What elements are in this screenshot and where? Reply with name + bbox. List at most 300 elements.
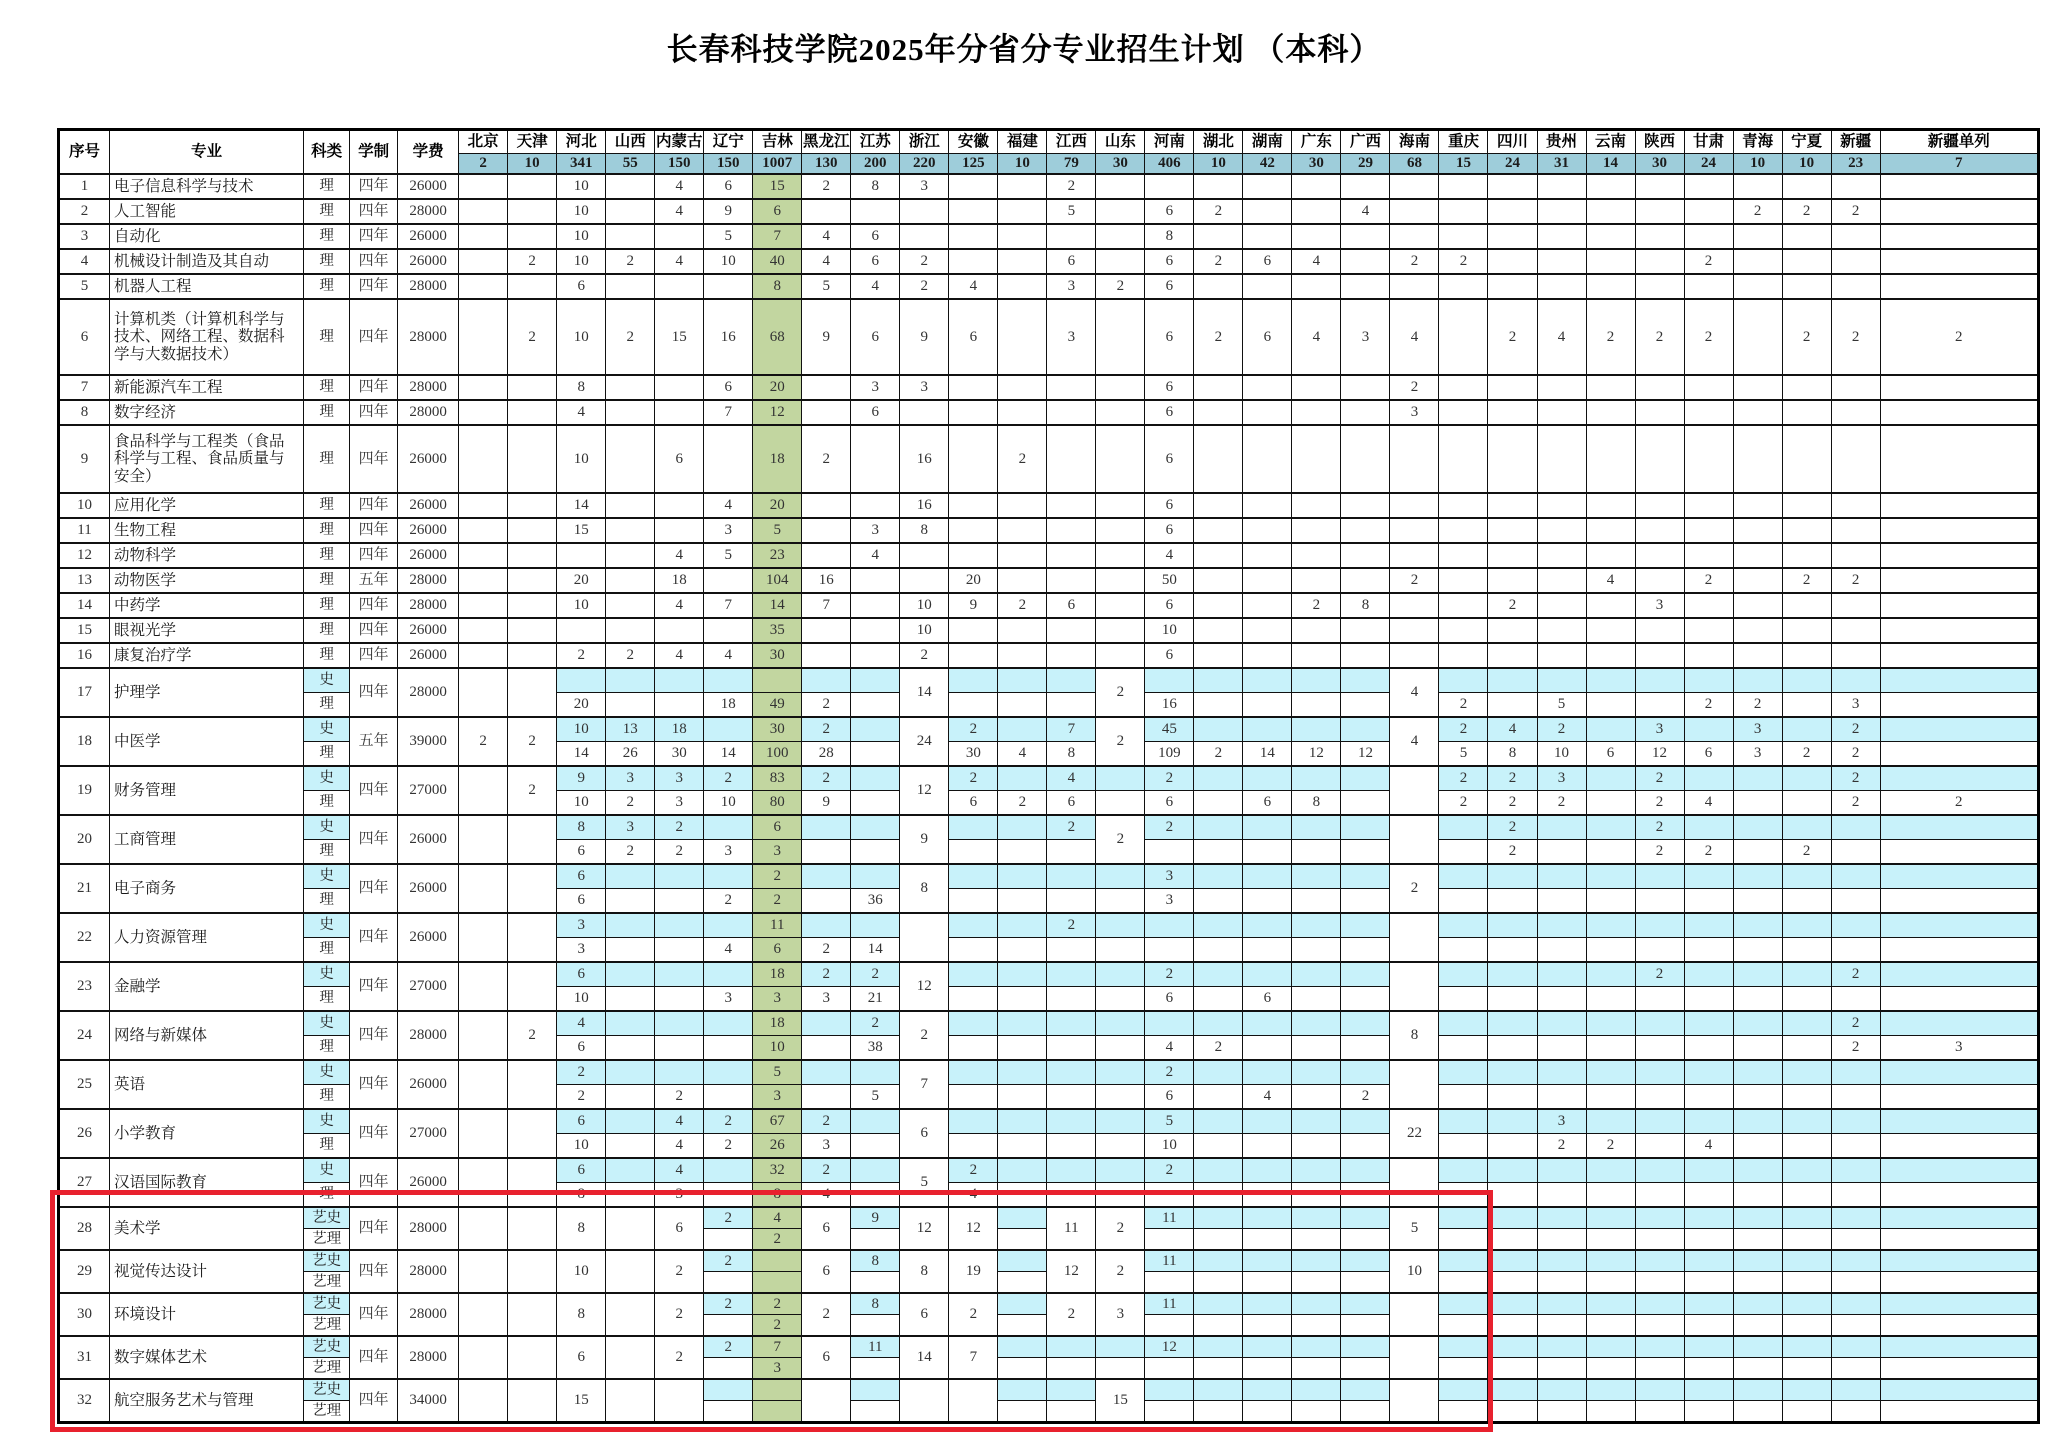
plan-cell-广东 [1292, 643, 1341, 668]
plan-cell-江西 [1047, 1183, 1096, 1208]
plan-cell-四川 [1488, 199, 1537, 224]
plan-cell-宁夏 [1782, 174, 1831, 199]
category-cell: 理 [304, 987, 350, 1012]
table-body [59, 174, 2039, 1423]
plan-cell-浙江: 14 [900, 1336, 949, 1379]
plan-cell-山西 [606, 1011, 655, 1036]
plan-cell-宁夏 [1782, 1358, 1831, 1380]
plan-cell-云南 [1586, 618, 1635, 643]
duration-cell: 四年 [350, 766, 398, 815]
plan-cell-青海: 2 [1733, 199, 1782, 224]
category-cell: 理 [304, 1134, 350, 1159]
province-total: 150 [704, 154, 753, 175]
plan-cell-江西 [1047, 1336, 1096, 1358]
duration-cell: 四年 [350, 518, 398, 543]
plan-cell-湖南 [1243, 618, 1292, 643]
plan-cell-贵州: 10 [1537, 742, 1586, 767]
plan-cell-内蒙古 [655, 1036, 704, 1061]
plan-cell-贵州 [1537, 375, 1586, 400]
plan-cell-辽宁 [704, 618, 753, 643]
plan-cell-福建 [998, 962, 1047, 987]
plan-cell-宁夏 [1782, 791, 1831, 816]
plan-cell-湖北 [1194, 766, 1243, 791]
plan-cell-江苏: 6 [851, 249, 900, 274]
plan-cell-北京 [459, 1207, 508, 1250]
plan-cell-天津 [508, 913, 557, 962]
category-cell: 理 [304, 568, 350, 593]
plan-cell-湖南 [1243, 643, 1292, 668]
duration-cell: 四年 [350, 1293, 398, 1336]
plan-cell-湖南 [1243, 274, 1292, 299]
plan-cell-吉林: 8 [753, 1183, 802, 1208]
plan-cell-新疆 [1831, 1293, 1880, 1315]
plan-cell-海南: 8 [1390, 1011, 1439, 1060]
plan-cell-贵州 [1537, 1379, 1586, 1401]
plan-cell-广西 [1341, 493, 1390, 518]
plan-cell-云南 [1586, 1250, 1635, 1272]
plan-cell-贵州 [1537, 1358, 1586, 1380]
plan-cell-重庆: 2 [1439, 249, 1488, 274]
plan-cell-新疆: 3 [1831, 693, 1880, 718]
row-no: 22 [59, 913, 110, 962]
table-row [59, 1158, 2039, 1183]
plan-cell-海南: 4 [1390, 299, 1439, 375]
plan-cell-天津 [508, 1060, 557, 1109]
plan-cell-宁夏 [1782, 249, 1831, 274]
plan-cell-重庆 [1439, 913, 1488, 938]
plan-cell-吉林: 2 [753, 889, 802, 914]
plan-cell-内蒙古: 2 [655, 1250, 704, 1293]
plan-cell-湖北: 2 [1194, 199, 1243, 224]
plan-cell-贵州: 2 [1537, 791, 1586, 816]
plan-cell-贵州: 3 [1537, 766, 1586, 791]
plan-cell-江西: 6 [1047, 791, 1096, 816]
row-no: 21 [59, 864, 110, 913]
plan-cell-青海 [1733, 1336, 1782, 1358]
plan-cell-黑龙江: 3 [802, 1134, 851, 1159]
tuition-cell: 34000 [398, 1379, 459, 1423]
plan-cell-浙江 [900, 913, 949, 962]
plan-cell-山西: 2 [606, 643, 655, 668]
table-row [59, 1011, 2039, 1036]
plan-cell-宁夏 [1782, 1085, 1831, 1110]
plan-cell-海南: 4 [1390, 668, 1439, 717]
plan-cell-辽宁 [704, 1036, 753, 1061]
plan-cell-云南 [1586, 1183, 1635, 1208]
plan-cell-安徽: 9 [949, 593, 998, 618]
category-cell: 史 [304, 1158, 350, 1183]
plan-cell-广东 [1292, 199, 1341, 224]
plan-cell-湖南 [1243, 1401, 1292, 1423]
plan-cell-内蒙古: 4 [655, 543, 704, 568]
plan-cell-广东 [1292, 864, 1341, 889]
plan-cell-甘肃 [1684, 1272, 1733, 1294]
plan-cell-内蒙古 [655, 668, 704, 693]
plan-cell-青海 [1733, 1358, 1782, 1380]
plan-cell-安徽 [949, 1036, 998, 1061]
plan-cell-新疆 [1831, 1315, 1880, 1337]
plan-cell-甘肃 [1684, 1336, 1733, 1358]
table-row [59, 618, 2039, 643]
plan-cell-广东 [1292, 174, 1341, 199]
plan-cell-黑龙江 [802, 199, 851, 224]
tuition-cell: 26000 [398, 425, 459, 493]
plan-cell-山西 [606, 962, 655, 987]
plan-cell-河北 [557, 618, 606, 643]
category-cell: 艺理 [304, 1401, 350, 1423]
plan-cell-河北: 10 [557, 791, 606, 816]
plan-cell-广西 [1341, 1036, 1390, 1061]
plan-cell-重庆 [1439, 987, 1488, 1012]
plan-cell-重庆 [1439, 593, 1488, 618]
plan-cell-山西 [606, 889, 655, 914]
plan-cell-辽宁 [704, 864, 753, 889]
plan-cell-重庆 [1439, 199, 1488, 224]
plan-cell-贵州 [1537, 518, 1586, 543]
col-header-category: 科类 [304, 130, 350, 175]
plan-cell-吉林: 104 [753, 568, 802, 593]
row-no: 6 [59, 299, 110, 375]
plan-cell-北京 [459, 1060, 508, 1109]
plan-cell-青海: 2 [1733, 693, 1782, 718]
plan-cell-新疆 [1831, 618, 1880, 643]
plan-cell-青海 [1733, 840, 1782, 865]
category-cell: 理 [304, 425, 350, 493]
plan-cell-新疆 [1831, 1358, 1880, 1380]
plan-cell-青海 [1733, 962, 1782, 987]
tuition-cell: 28000 [398, 299, 459, 375]
plan-cell-黑龙江 [802, 1060, 851, 1085]
plan-cell-北京 [459, 1250, 508, 1293]
plan-cell-新疆单列 [1880, 493, 2038, 518]
plan-cell-北京 [459, 174, 508, 199]
plan-cell-新疆单列 [1880, 987, 2038, 1012]
plan-cell-广东: 8 [1292, 791, 1341, 816]
plan-cell-新疆单列 [1880, 274, 2038, 299]
plan-cell-辽宁: 2 [704, 1336, 753, 1358]
plan-cell-甘肃 [1684, 1358, 1733, 1380]
plan-cell-湖南: 14 [1243, 742, 1292, 767]
plan-cell-吉林: 12 [753, 400, 802, 425]
plan-cell-广西: 12 [1341, 742, 1390, 767]
plan-cell-重庆: 2 [1439, 766, 1488, 791]
plan-cell-河南: 45 [1145, 717, 1194, 742]
plan-cell-山西: 26 [606, 742, 655, 767]
plan-cell-山东 [1096, 493, 1145, 518]
plan-cell-广西 [1341, 1011, 1390, 1036]
plan-cell-山东 [1096, 1336, 1145, 1358]
province-header: 贵州 [1537, 130, 1586, 154]
plan-cell-广东 [1292, 568, 1341, 593]
plan-cell-海南: 2 [1390, 864, 1439, 913]
plan-cell-吉林: 15 [753, 174, 802, 199]
plan-cell-湖北 [1194, 375, 1243, 400]
plan-cell-山西: 2 [606, 249, 655, 274]
tuition-cell: 28000 [398, 400, 459, 425]
plan-cell-浙江: 7 [900, 1060, 949, 1109]
plan-cell-福建 [998, 299, 1047, 375]
plan-cell-安徽 [949, 1085, 998, 1110]
plan-cell-吉林: 3 [753, 840, 802, 865]
plan-cell-广东: 12 [1292, 742, 1341, 767]
plan-cell-海南 [1390, 518, 1439, 543]
plan-cell-湖北 [1194, 1158, 1243, 1183]
plan-cell-湖北 [1194, 1060, 1243, 1085]
plan-cell-安徽: 30 [949, 742, 998, 767]
category-cell: 理 [304, 742, 350, 767]
row-no: 16 [59, 643, 110, 668]
plan-cell-贵州 [1537, 913, 1586, 938]
plan-cell-山东 [1096, 375, 1145, 400]
plan-cell-安徽: 6 [949, 299, 998, 375]
plan-cell-河北: 10 [557, 1250, 606, 1293]
plan-cell-黑龙江: 2 [802, 1158, 851, 1183]
plan-cell-河北: 6 [557, 889, 606, 914]
plan-cell-四川 [1488, 1250, 1537, 1272]
plan-cell-江西 [1047, 693, 1096, 718]
plan-cell-新疆单列 [1880, 668, 2038, 693]
plan-cell-内蒙古: 15 [655, 299, 704, 375]
row-no: 9 [59, 425, 110, 493]
plan-cell-云南 [1586, 938, 1635, 963]
plan-cell-湖北 [1194, 717, 1243, 742]
plan-cell-湖南 [1243, 1336, 1292, 1358]
plan-cell-江西 [1047, 1085, 1096, 1110]
plan-cell-河北: 10 [557, 425, 606, 493]
plan-cell-贵州 [1537, 1336, 1586, 1358]
plan-cell-江西 [1047, 518, 1096, 543]
row-no: 18 [59, 717, 110, 766]
plan-cell-江西: 2 [1047, 913, 1096, 938]
plan-cell-四川: 2 [1488, 840, 1537, 865]
duration-cell: 四年 [350, 1158, 398, 1207]
plan-cell-河南: 6 [1145, 518, 1194, 543]
plan-cell-福建 [998, 1336, 1047, 1358]
plan-cell-陕西 [1635, 224, 1684, 249]
major-name: 中医学 [110, 717, 304, 766]
plan-cell-山东 [1096, 249, 1145, 274]
plan-cell-河北: 6 [557, 840, 606, 865]
plan-cell-吉林: 3 [753, 1358, 802, 1380]
plan-cell-浙江 [900, 199, 949, 224]
plan-cell-广东 [1292, 400, 1341, 425]
plan-cell-云南 [1586, 199, 1635, 224]
plan-cell-安徽 [949, 1011, 998, 1036]
plan-cell-江苏: 38 [851, 1036, 900, 1061]
plan-cell-陕西 [1635, 199, 1684, 224]
plan-cell-江苏: 2 [851, 962, 900, 987]
tuition-cell: 26000 [398, 618, 459, 643]
plan-cell-河南: 6 [1145, 791, 1194, 816]
plan-cell-山东 [1096, 199, 1145, 224]
plan-cell-青海 [1733, 400, 1782, 425]
plan-cell-重庆 [1439, 375, 1488, 400]
plan-cell-江苏: 8 [851, 1293, 900, 1315]
province-header: 河南 [1145, 130, 1194, 154]
plan-cell-黑龙江 [802, 400, 851, 425]
plan-cell-陕西 [1635, 864, 1684, 889]
plan-cell-吉林: 18 [753, 962, 802, 987]
plan-cell-新疆单列 [1880, 717, 2038, 742]
plan-cell-吉林: 68 [753, 299, 802, 375]
plan-cell-黑龙江: 16 [802, 568, 851, 593]
plan-cell-内蒙古: 4 [655, 249, 704, 274]
province-total: 341 [557, 154, 606, 175]
plan-cell-宁夏 [1782, 1036, 1831, 1061]
plan-cell-四川 [1488, 1401, 1537, 1423]
plan-cell-广西 [1341, 668, 1390, 693]
category-cell: 艺理 [304, 1358, 350, 1380]
plan-cell-重庆: 5 [1439, 742, 1488, 767]
table-header [59, 130, 2039, 175]
plan-cell-甘肃 [1684, 518, 1733, 543]
plan-cell-江西 [1047, 568, 1096, 593]
duration-cell: 四年 [350, 1336, 398, 1379]
tuition-cell: 28000 [398, 568, 459, 593]
plan-cell-贵州 [1537, 815, 1586, 840]
plan-cell-浙江 [900, 224, 949, 249]
plan-cell-甘肃 [1684, 1011, 1733, 1036]
plan-cell-江苏 [851, 1315, 900, 1337]
province-header: 安徽 [949, 130, 998, 154]
plan-cell-云南 [1586, 425, 1635, 493]
plan-cell-贵州 [1537, 425, 1586, 493]
plan-cell-福建 [998, 1036, 1047, 1061]
plan-cell-云南 [1586, 1085, 1635, 1110]
plan-cell-广东 [1292, 543, 1341, 568]
plan-cell-甘肃 [1684, 1036, 1733, 1061]
major-name: 环境设计 [110, 1293, 304, 1336]
plan-cell-新疆 [1831, 425, 1880, 493]
plan-cell-浙江: 6 [900, 1293, 949, 1336]
plan-cell-内蒙古: 4 [655, 593, 704, 618]
plan-cell-河南: 6 [1145, 299, 1194, 375]
plan-cell-山西 [606, 224, 655, 249]
plan-cell-河南 [1145, 1315, 1194, 1337]
plan-cell-安徽: 6 [949, 791, 998, 816]
plan-cell-湖南 [1243, 913, 1292, 938]
plan-cell-辽宁: 7 [704, 400, 753, 425]
plan-cell-天津 [508, 1158, 557, 1207]
duration-cell: 四年 [350, 962, 398, 1011]
plan-cell-河北: 10 [557, 987, 606, 1012]
category-cell: 理 [304, 889, 350, 914]
plan-cell-吉林: 4 [753, 1207, 802, 1229]
plan-cell-贵州: 5 [1537, 693, 1586, 718]
plan-cell-山东: 2 [1096, 815, 1145, 864]
plan-cell-吉林: 6 [753, 938, 802, 963]
plan-cell-江苏 [851, 1229, 900, 1251]
plan-cell-新疆单列 [1880, 889, 2038, 914]
plan-cell-天津 [508, 174, 557, 199]
plan-cell-广西 [1341, 840, 1390, 865]
plan-cell-黑龙江: 28 [802, 742, 851, 767]
plan-cell-云南 [1586, 593, 1635, 618]
plan-cell-新疆单列 [1880, 618, 2038, 643]
plan-cell-江西: 4 [1047, 766, 1096, 791]
plan-cell-江西 [1047, 962, 1096, 987]
plan-cell-青海 [1733, 987, 1782, 1012]
plan-cell-甘肃 [1684, 375, 1733, 400]
plan-cell-海南 [1390, 593, 1439, 618]
plan-cell-吉林 [753, 1401, 802, 1423]
province-total: 10 [1733, 154, 1782, 175]
plan-cell-江苏 [851, 717, 900, 742]
plan-cell-山西 [606, 274, 655, 299]
plan-cell-广西 [1341, 1207, 1390, 1229]
plan-cell-辽宁: 2 [704, 1207, 753, 1229]
plan-cell-内蒙古: 4 [655, 199, 704, 224]
plan-cell-陕西: 2 [1635, 299, 1684, 375]
plan-cell-辽宁 [704, 1183, 753, 1208]
plan-cell-江西 [1047, 1060, 1096, 1085]
plan-cell-贵州 [1537, 199, 1586, 224]
plan-cell-云南 [1586, 1109, 1635, 1134]
plan-cell-新疆 [1831, 1401, 1880, 1423]
province-header: 福建 [998, 130, 1047, 154]
plan-cell-陕西 [1635, 274, 1684, 299]
table-row [59, 717, 2039, 742]
plan-cell-北京 [459, 1336, 508, 1379]
plan-cell-重庆 [1439, 1229, 1488, 1251]
plan-cell-甘肃 [1684, 543, 1733, 568]
plan-cell-浙江: 9 [900, 815, 949, 864]
plan-cell-新疆单列 [1880, 1336, 2038, 1358]
plan-cell-湖北 [1194, 1358, 1243, 1380]
plan-cell-陕西: 3 [1635, 717, 1684, 742]
plan-cell-河北: 10 [557, 249, 606, 274]
row-no: 13 [59, 568, 110, 593]
row-no: 3 [59, 224, 110, 249]
plan-cell-重庆 [1439, 1183, 1488, 1208]
plan-cell-湖南 [1243, 1207, 1292, 1229]
plan-cell-湖南 [1243, 543, 1292, 568]
plan-cell-新疆 [1831, 1250, 1880, 1272]
plan-cell-四川 [1488, 543, 1537, 568]
plan-cell-北京 [459, 568, 508, 593]
plan-cell-河南: 6 [1145, 400, 1194, 425]
plan-cell-辽宁 [704, 1011, 753, 1036]
plan-cell-辽宁 [704, 1060, 753, 1085]
plan-cell-云南 [1586, 987, 1635, 1012]
plan-cell-宁夏 [1782, 1060, 1831, 1085]
plan-cell-青海 [1733, 174, 1782, 199]
plan-cell-辽宁 [704, 913, 753, 938]
plan-cell-江西: 2 [1047, 1293, 1096, 1336]
plan-cell-宁夏 [1782, 889, 1831, 914]
plan-cell-广东 [1292, 766, 1341, 791]
plan-cell-山西 [606, 174, 655, 199]
plan-cell-海南 [1390, 766, 1439, 815]
plan-cell-湖北 [1194, 938, 1243, 963]
plan-cell-重庆 [1439, 174, 1488, 199]
plan-cell-广东 [1292, 1109, 1341, 1134]
plan-cell-吉林: 40 [753, 249, 802, 274]
plan-cell-湖南 [1243, 693, 1292, 718]
plan-cell-广东 [1292, 425, 1341, 493]
plan-cell-甘肃 [1684, 1109, 1733, 1134]
plan-cell-浙江: 2 [900, 643, 949, 668]
plan-cell-山西 [606, 1085, 655, 1110]
plan-cell-江苏 [851, 693, 900, 718]
plan-cell-安徽: 2 [949, 1158, 998, 1183]
plan-cell-湖南 [1243, 518, 1292, 543]
plan-cell-福建 [998, 987, 1047, 1012]
plan-cell-四川 [1488, 375, 1537, 400]
plan-cell-内蒙古: 2 [655, 1336, 704, 1379]
province-total: 10 [998, 154, 1047, 175]
plan-cell-新疆单列 [1880, 425, 2038, 493]
